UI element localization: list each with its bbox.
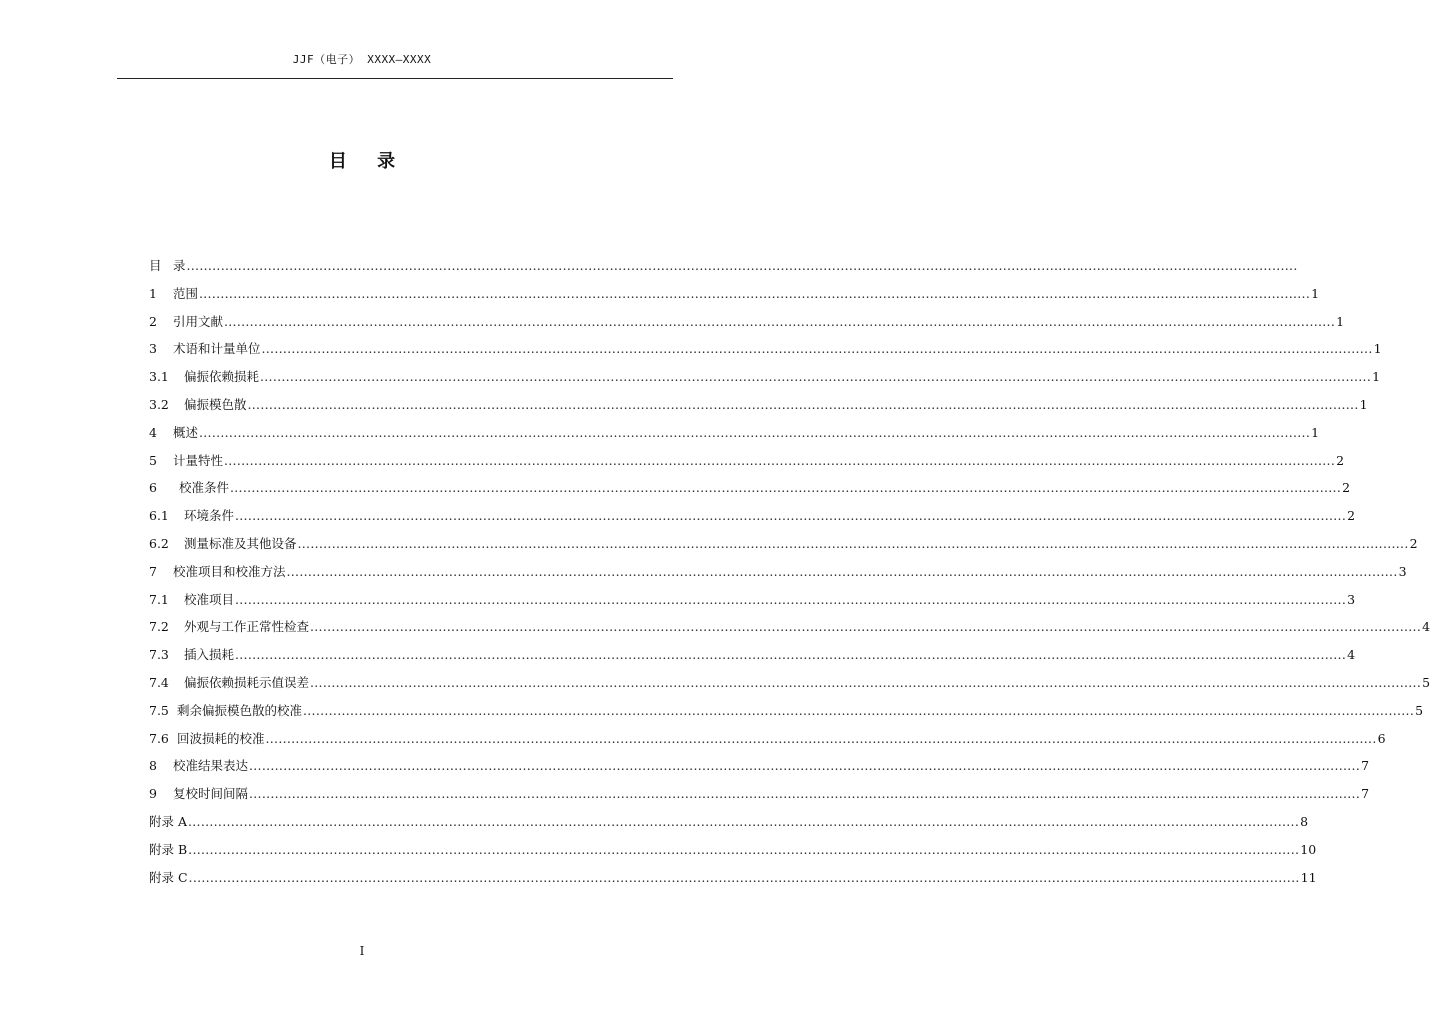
toc-entry-title: 校准条件 [179,480,230,496]
toc-entry[interactable] [149,697,1424,725]
toc-entry[interactable] [149,864,1317,892]
toc-leader-dots: .................................................................................................................................................................................................................................................................... [235,591,1347,607]
toc-entry-number: 3 [149,341,157,357]
toc-entry-label [149,391,247,419]
toc-entry-label [149,613,309,641]
toc-entry-page: 4 [1347,647,1356,663]
toc-entry-number: 7.4 [149,674,169,690]
toc-leader-dots: .................................................................................................................................................................................................................................................................... [265,730,1377,746]
toc-entry-title: 偏振依赖损耗 [184,369,260,385]
toc-entry-label [149,308,223,336]
table-of-contents [149,252,1430,891]
toc-entry[interactable] [149,391,1368,419]
toc-leader-dots: .................................................................................................................................................................................................................................................................... [286,563,1398,579]
toc-leader-dots: .................................................................................................................................................................................................................................................................... [261,341,1373,357]
toc-entry-title: 校准项目 [184,591,235,607]
toc-entry-label [149,725,265,753]
toc-leader-dots: .................................................................................................................................................................................................................................................................... [199,424,1311,440]
toc-entry-number: 3.1 [149,369,169,385]
toc-entry-page: 5 [1415,702,1424,718]
toc-entry-page: 1 [1373,341,1382,357]
toc-entry-label [149,363,259,391]
toc-entry-page: 10 [1300,841,1317,857]
toc-entry-page: 7 [1361,786,1370,802]
toc-entry-page: 3 [1347,591,1356,607]
toc-entry-label [149,808,187,836]
toc-entry-page: 1 [1372,369,1381,385]
toc-entry-title: 校准项目和校准方法 [173,563,286,579]
toc-entry[interactable] [149,363,1381,391]
toc-entry[interactable] [149,808,1309,836]
toc-entry-title: 偏振模色散 [184,396,247,412]
toc-leader-dots: .................................................................................................................................................................................................................................................................... [186,258,1298,273]
toc-entry-number: 1 [149,285,157,301]
toc-entry-page: 1 [1311,285,1320,301]
toc-leader-dots: .................................................................................................................................................................................................................................................................... [303,702,1415,718]
toc-leader-dots: .................................................................................................................................................................................................................................................................... [199,285,1311,301]
toc-entry-title: 录 [173,258,186,273]
toc-entry-number: 7 [149,563,157,579]
toc-entry[interactable] [149,836,1317,864]
toc-leader-dots: .................................................................................................................................................................................................................................................................... [260,369,1372,385]
toc-leader-dots: .................................................................................................................................................................................................................................................................... [188,841,1300,857]
toc-entry-number: 目 [149,258,162,273]
toc-leader-dots: .................................................................................................................................................................................................................................................................... [188,869,1300,885]
toc-leader-dots: .................................................................................................................................................................................................................................................................... [188,813,1300,829]
toc-entry-number: 7.2 [149,619,169,635]
toc-entry-number: 7.6 [149,730,169,746]
toc-entry[interactable] [149,725,1386,753]
toc-entry-label [149,252,186,280]
toc-leader-dots: .................................................................................................................................................................................................................................................................... [297,535,1409,551]
toc-entry[interactable] [149,530,1418,558]
toc-entry-label [149,280,198,308]
toc-entry-page: 8 [1300,813,1309,829]
toc-leader-dots: .................................................................................................................................................................................................................................................................... [310,619,1422,635]
toc-entry-page: 1 [1311,424,1320,440]
toc-entry-number: 6.1 [149,508,169,524]
toc-entry-title: 附录 B [149,841,188,857]
toc-entry[interactable] [149,641,1356,669]
toc-leader-dots: .................................................................................................................................................................................................................................................................... [235,647,1347,663]
toc-entry-label [149,836,187,864]
toc-leader-dots: .................................................................................................................................................................................................................................................................... [235,508,1347,524]
toc-entry[interactable] [149,780,1370,808]
toc-entry-label [149,864,188,892]
toc-entry-label [149,530,297,558]
toc-entry-label [149,586,234,614]
toc-leader-dots: .................................................................................................................................................................................................................................................................... [230,480,1342,496]
toc-entry-title: 引用文献 [173,313,224,329]
toc-entry-page: 7 [1361,758,1370,774]
toc-entry-title: 环境条件 [184,508,235,524]
toc-entry[interactable] [149,586,1356,614]
page-title: 目 录 [328,151,408,172]
toc-entry-page: 2 [1409,535,1418,551]
toc-entry-number: 4 [149,424,157,440]
toc-entry[interactable] [149,419,1320,447]
toc-entry-number: 5 [149,452,157,468]
toc-entry-label [149,780,248,808]
toc-entry-title: 术语和计量单位 [173,341,261,357]
toc-entry-page: 6 [1377,730,1386,746]
toc-entry[interactable] [149,502,1356,530]
toc-entry-label [149,502,234,530]
toc-leader-dots: .................................................................................................................................................................................................................................................................... [247,396,1359,412]
toc-entry[interactable] [149,308,1345,336]
toc-entry[interactable] [149,558,1407,586]
toc-entry[interactable] [149,252,1298,280]
toc-entry-label [149,697,302,725]
toc-entry[interactable] [149,474,1351,502]
toc-entry-number: 8 [149,758,157,774]
toc-entry-number: 2 [149,313,157,329]
toc-entry-label [149,474,229,502]
toc-leader-dots: .................................................................................................................................................................................................................................................................... [224,452,1336,468]
toc-entry-number: 6 [149,480,157,496]
toc-entry-number: 7.1 [149,591,169,607]
toc-entry[interactable] [149,335,1382,363]
toc-entry-page: 1 [1336,313,1345,329]
toc-entry-label [149,669,309,697]
toc-entry-page: 11 [1300,869,1317,885]
toc-entry-title: 附录 C [149,869,188,885]
toc-entry[interactable] [149,447,1345,475]
toc-entry-label [149,447,223,475]
toc-entry[interactable] [149,280,1320,308]
toc-entry-label [149,641,234,669]
toc-entry-page: 2 [1336,452,1345,468]
toc-leader-dots: .................................................................................................................................................................................................................................................................... [249,786,1361,802]
toc-entry[interactable] [149,613,1430,641]
toc-entry-title: 概述 [173,424,199,440]
toc-entry-title: 范围 [173,285,199,301]
toc-entry-label [149,752,248,780]
toc-entry-page: 3 [1398,563,1407,579]
toc-leader-dots: .................................................................................................................................................................................................................................................................... [310,674,1422,690]
toc-entry-label [149,419,198,447]
toc-entry-title: 校准结果表达 [173,758,249,774]
toc-entry-title: 复校时间间隔 [173,786,249,802]
toc-entry-page: 4 [1422,619,1430,635]
header-code: JJF（电子） XXXX—XXXX [292,53,432,66]
toc-entry-title: 插入损耗 [184,647,235,663]
toc-entry-title: 外观与工作正常性检查 [184,619,310,635]
toc-entry-number: 6.2 [149,535,169,551]
toc-entry-title: 附录 A [149,813,188,829]
toc-entry-title: 偏振依赖损耗示值误差 [184,674,310,690]
toc-entry-label [149,335,261,363]
toc-entry[interactable] [149,752,1370,780]
toc-entry-page: 2 [1347,508,1356,524]
header-rule [117,78,673,79]
toc-leader-dots: .................................................................................................................................................................................................................................................................... [249,758,1361,774]
toc-entry-number: 7.3 [149,647,169,663]
toc-entry-label [149,558,286,586]
toc-entry-title: 计量特性 [173,452,224,468]
toc-entry-page: 5 [1422,674,1430,690]
toc-entry-number: 3.2 [149,396,169,412]
toc-entry-title: 测量标准及其他设备 [184,535,297,551]
toc-entry-page: 2 [1342,480,1351,496]
toc-entry[interactable] [149,669,1430,697]
page-number: I [359,944,365,958]
toc-leader-dots: .................................................................................................................................................................................................................................................................... [224,313,1336,329]
toc-entry-number: 7.5 [149,702,169,718]
toc-entry-page: 1 [1359,396,1368,412]
toc-entry-title: 剩余偏振模色散的校准 [177,702,303,718]
toc-entry-title: 回波损耗的校准 [177,730,265,746]
toc-entry-number: 9 [149,786,157,802]
